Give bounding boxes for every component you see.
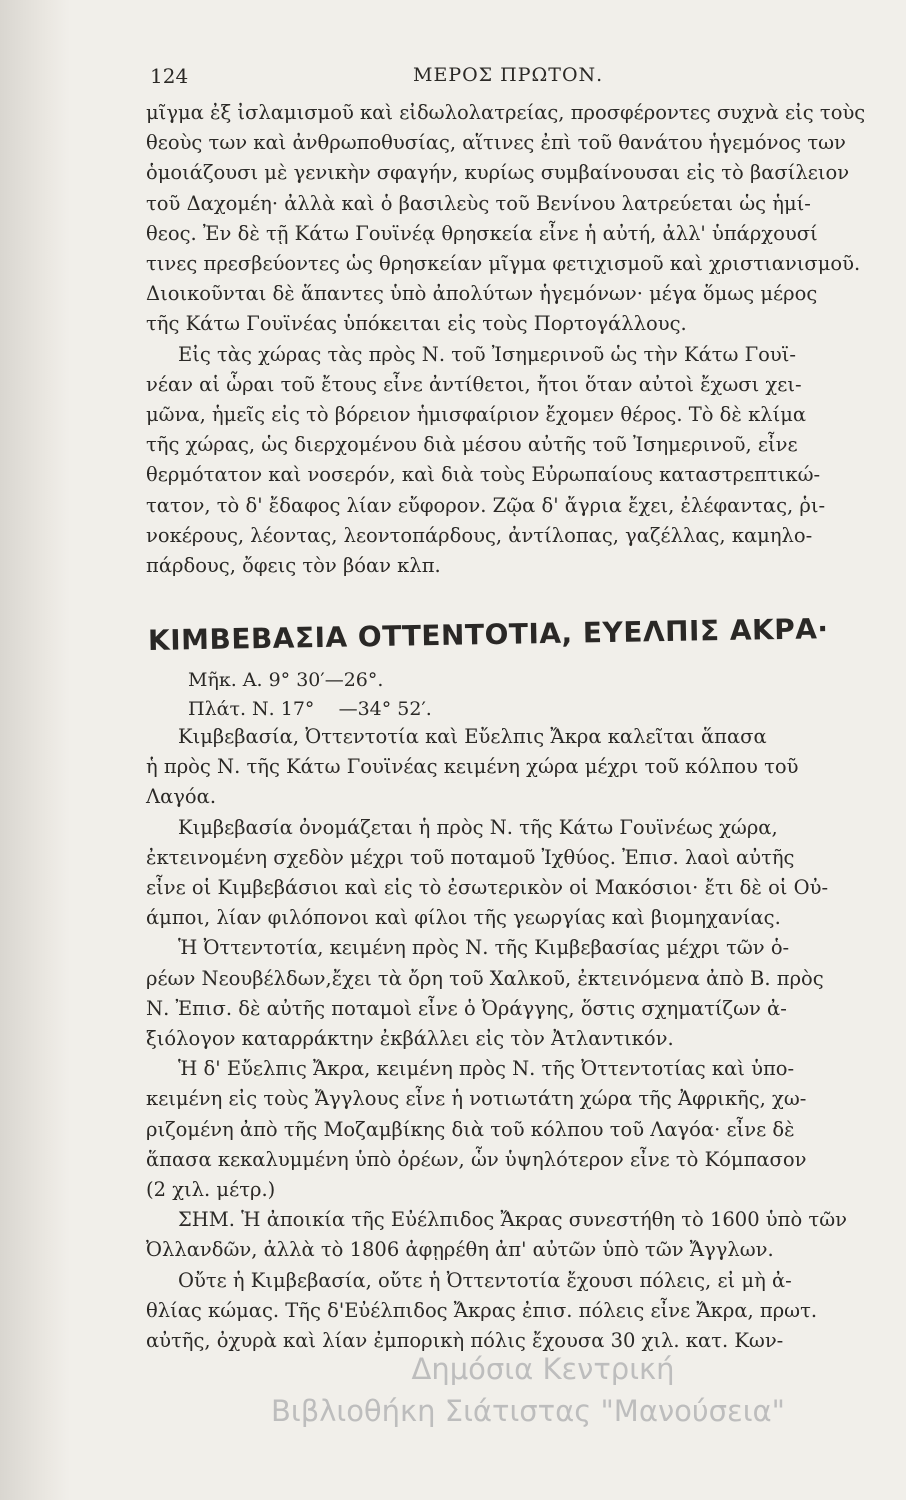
running-head: ΜΕΡΟΣ ΠΡΩΤΟΝ. <box>413 64 604 86</box>
library-watermark <box>0 1348 906 1432</box>
page-header <box>150 64 650 94</box>
text-line: Εἰς τὰς χώρας τὰς πρὸς Ν. τοῦ Ἰσημερινοῦ ὡς τὴν Κάτω Γουϊ- <box>178 342 797 366</box>
longitude-line: Μῆκ. Α. 9° 30′—26°. <box>188 669 384 691</box>
text-line: θεος. Ἐν δὲ τῇ Κάτω Γουϊνέᾳ θρησκεία εἶνε ἡ αὐτή, ἀλλ' ὑπάρχουσί <box>146 221 818 245</box>
text-line: θεοὺς των καὶ ἀνθρωποθυσίας, αἵτινες ἐπὶ τοῦ θανάτου ἡγεμόνος των <box>146 131 846 155</box>
section-paragraphs <box>146 722 886 1356</box>
text-line: κειμένη εἰς τοὺς Ἄγγλους εἶνε ἡ νοτιωτάτη χώρα τῆς Ἀφρικῆς, χω- <box>146 1087 807 1111</box>
text-line: μῶνα, ἡμεῖς εἰς τὸ βόρειον ἡμισφαίριον ἔχομεν θέρος. Τὸ δὲ κλίμα <box>146 403 807 427</box>
text-line: τῆς χώρας, ὡς διερχομένου διὰ μέσου αὐτῆς τοῦ Ἰσημερινοῦ, εἶνε <box>146 433 798 457</box>
text-line: τινες πρεσβεύοντες ὡς θρησκείαν μῖγμα φετιχισμοῦ καὶ χριστιανισμοῦ. <box>146 252 861 276</box>
text-line: Οὔτε ἡ Κιμβεβασία, οὔτε ἡ Ὀττεντοτία ἔχουσι πόλεις, εἰ μὴ ἀ- <box>178 1268 792 1292</box>
text-line: πάρδους, ὄφεις τὸν βόαν κλπ. <box>146 554 441 578</box>
text-line: ἐκτεινομένη σχεδὸν μέχρι τοῦ ποταμοῦ Ἰχθύος. Ἐπισ. λαοὶ αὐτῆς <box>146 845 795 869</box>
text-line: ξιόλογον καταρράκτην ἐκβάλλει εἰς τὸν Ἀτλαντικόν. <box>146 1027 674 1051</box>
section-heading: ΚΙΜΒΕΒΑΣΙΑ ΟΤΤΕΝΤΟΤΙΑ, ΕΥΕΛΠΙΣ ΑΚΡΑ· <box>147 612 829 657</box>
text-line: τῆς Κάτω Γουϊνέας ὑπόκειται εἰς τοὺς Πορτογάλλους. <box>146 312 687 336</box>
text-line: θερμότατον καὶ νοσερόν, καὶ διὰ τοὺς Εὐρωπαίους καταστρεπτικώ- <box>146 463 821 487</box>
text-line: Λαγόα. <box>146 785 217 809</box>
text-line: ριζομένη ἀπὸ τῆς Μοζαμβίκης διὰ τοῦ κόλπου τοῦ Λαγόα· εἶνε δὲ <box>146 1117 795 1141</box>
page-number: 124 <box>150 64 189 88</box>
coordinates-block <box>188 666 488 724</box>
text-line: Ἡ δ' Εὔελπις Ἄκρα, κειμένη πρὸς Ν. τῆς Ὀττεντοτίας καὶ ὑπο- <box>178 1057 795 1081</box>
text-line: νέαν αἱ ὧραι τοῦ ἔτους εἶνε ἀντίθετοι, ἤτοι ὅταν αὐτοὶ ἔχωσι χει- <box>146 372 802 396</box>
text-line: ρέων Νεουβέλδων,ἔχει τὰ ὄρη τοῦ Χαλκοῦ, ἐκτεινόμενα ἀπὸ Β. πρὸς <box>146 966 824 990</box>
note-line: Ὀλλανδῶν, ἀλλὰ τὸ 1806 ἀφῃρέθη ἀπ' αὐτῶν ὑπὸ τῶν Ἄγγλων. <box>146 1238 774 1262</box>
text-line: Ἡ Ὀττεντοτία, κειμένη πρὸς Ν. τῆς Κιμβεβασίας μέχρι τῶν ὁ- <box>178 936 790 960</box>
note-line: ΣΗΜ. Ἡ ἀποικία τῆς Εὐέλπιδος Ἄκρας συνεστήθη τὸ 1600 ὑπὸ τῶν <box>178 1208 847 1232</box>
text-line: εἶνε οἱ Κιμβεβάσιοι καὶ εἰς τὸ ἐσωτερικὸν οἱ Μακόσιοι· ἔτι δὲ οἱ Οὐ- <box>146 876 829 900</box>
text-line: ὁμοιάζουσι μὲ γενικὴν σφαγήν, κυρίως συμβαίνουσαι εἰς τὸ βασίλειον <box>146 161 850 185</box>
text-line: τοῦ Δαχομέη· ἀλλὰ καὶ ὁ βασιλεὺς τοῦ Βενίνου λατρεύεται ὡς ἡμί- <box>146 191 811 215</box>
text-line: Κιμβεβασία, Ὀττεντοτία καὶ Εὔελπις Ἄκρα καλεῖται ἅπασα <box>178 725 767 748</box>
text-line: άμποι, λίαν φιλόπονοι καὶ φίλοι τῆς γεωργίας καὶ βιομηχανίας. <box>146 906 781 930</box>
text-line: Κιμβεβασία ὀνομάζεται ἡ πρὸς Ν. τῆς Κάτω Γουϊνέως χώρα, <box>178 815 778 839</box>
watermark-line: Βιβλιοθήκη Σιάτιστας "Μανούσεια" <box>271 1394 785 1428</box>
watermark-line: Δημόσια Κεντρική <box>411 1352 675 1386</box>
body-paragraphs <box>146 98 876 581</box>
text-line: θλίας κώμας. Τῆς δ'Εὐέλπιδος Ἄκρας ἐπισ. πόλεις εἶνε Ἄκρα, πρωτ. <box>146 1298 818 1322</box>
text-line: αὐτῆς, ὀχυρὰ καὶ λίαν ἐμπορικὴ πόλις ἔχουσα 30 χιλ. κατ. Κων- <box>146 1329 784 1353</box>
page-gutter-shadow <box>0 0 70 1500</box>
text-line: Διοικοῦνται δὲ ἅπαντες ὑπὸ ἀπολύτων ἡγεμόνων· μέγα ὅμως μέρος <box>146 282 818 306</box>
text-line: μῖγμα ἐξ ἰσλαμισμοῦ καὶ εἰδωλολατρείας, προσφέροντες συχνὰ εἰς τοὺς <box>146 101 866 124</box>
text-line: (2 χιλ. μέτρ.) <box>146 1178 276 1202</box>
text-line: τατον, τὸ δ' ἔδαφος λίαν εὔφορον. Ζῷα δ' ἄγρια ἔχει, ἐλέφαντας, ῥι- <box>146 493 826 517</box>
text-line: Ν. Ἐπισ. δὲ αὐτῆς ποταμοὶ εἶνε ὁ Ὀράγγης, ὅστις σχηματίζων ἀ- <box>146 996 787 1020</box>
text-line: ἡ πρὸς Ν. τῆς Κάτω Γουϊνέας κειμένη χώρα μέχρι τοῦ κόλπου τοῦ <box>146 755 799 779</box>
latitude-line: Πλάτ. Ν. 17° —34° 52′. <box>188 698 432 720</box>
text-line: ἅπασα κεκαλυμμένη ὑπὸ ὀρέων, ὧν ὑψηλότερον εἶνε τὸ Κόμπασον <box>146 1147 807 1171</box>
text-line: νοκέρους, λέοντας, λεοντοπάρδους, ἀντίλοπας, γαζέλλας, καμηλο- <box>146 523 813 547</box>
